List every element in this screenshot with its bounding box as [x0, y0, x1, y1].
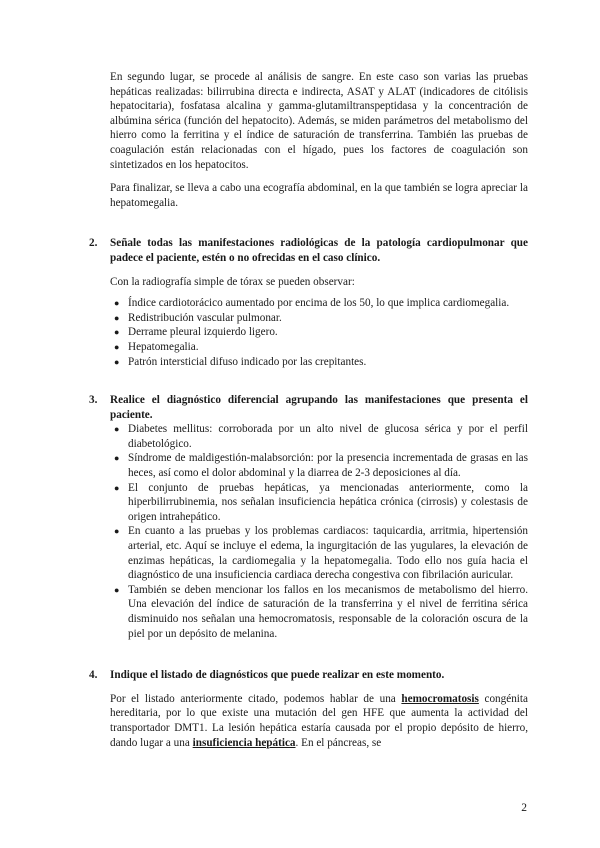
question-4-title: Indique el listado de diagnósticos que puede realizar en este momento. — [110, 669, 445, 682]
bullet-icon: ● — [114, 584, 120, 595]
question-2-heading — [89, 236, 528, 265]
question-2-title: Señale todas las manifestaciones radiológicas de la patología cardiopulmonar que padece el paciente, estén o no ofrecidas en el caso clínico. — [110, 237, 528, 264]
page-number: 2 — [521, 802, 527, 814]
list-item: ● El conjunto de pruebas hepáticas, ya mencionadas anteriormente, como la hiperbilirrubinemia, nos señalan insuficiencia hepática crónica (cirrosis) y colestasis de origen intrahepático. — [114, 481, 528, 523]
list-item: ● También se deben mencionar los fallos en los mecanismos de metabolismo del hierro. Una elevación del índice de saturación de la transferrina y el nivel de ferritina sérica disminuido nos señalan una hemocromatosis, responsable de la coloración oscura de la piel por un depósito de melanina. — [114, 583, 528, 640]
list-item: ● Diabetes mellitus: corroborada por un alto nivel de glucosa sérica y por el perfil diabetológico. — [114, 423, 528, 450]
bullet-icon: ● — [114, 453, 120, 464]
list-item: ● Hepatomegalia. — [114, 340, 199, 353]
list-item: ● Derrame pleural izquierdo ligero. — [114, 326, 278, 339]
bullet-icon: ● — [114, 327, 120, 338]
bullet-icon: ● — [114, 526, 120, 537]
question-3-heading — [89, 393, 528, 422]
question-3-number: 3. — [89, 394, 98, 407]
radiology-findings-list — [110, 296, 528, 369]
ultrasound-paragraph: Para finalizar, se lleva a cabo una ecografía abdominal, en la que también se logra apreciar la hepatomegalia. — [110, 182, 528, 209]
page-content — [89, 70, 528, 750]
question-4-number: 4. — [89, 669, 98, 682]
list-item: ● Índice cardiotorácico aumentado por encima de los 50, lo que implica cardiomegalia. — [114, 297, 510, 310]
list-item: ● Patrón intersticial difuso indicado por las crepitantes. — [114, 355, 367, 368]
question-4-section — [89, 668, 528, 750]
bullet-icon: ● — [114, 356, 120, 367]
question-2-section — [89, 236, 528, 369]
question-3-section — [89, 393, 528, 641]
bullet-icon: ● — [114, 482, 120, 493]
list-item: ● En cuanto a las pruebas y los problemas cardiacos: taquicardia, arritmia, hipertensión arterial, etc. Aquí se incluye el edema, la ingurgitación de las yugulares, la elevación de enzimas hepáticas, la cardiomegalia y la hepatomegalia. Todo ello nos guía hacia el diagnóstico de una insuficiencia cardiaca derecha congestiva con fibrilación auricular. — [114, 525, 528, 582]
differential-diagnosis-list — [110, 422, 528, 641]
question-2-intro: Con la radiografía simple de tórax se pueden observar: — [110, 275, 355, 288]
blood-analysis-paragraph: En segundo lugar, se procede al análisis de sangre. En este caso son varias las pruebas hepáticas realizadas: bilirrubina directa e indirecta, ASAT y ALAT (indicadores de citólisis hepatocitaria), fosfatasa alcalina y gamma-glutamiltranspeptidasa y la concentración de albúmina sérica (función del hepatocito). Además, se miden parámetros del metabolismo del hierro como la ferritina y el índice de saturación de transferrina. También las pruebas de coagulación están relacionadas con el hígado, pues los factores de coagulación son sintetizados en los hepatocitos. — [110, 71, 528, 171]
list-item: ● Redistribución vascular pulmonar. — [114, 311, 282, 324]
list-item: ● Síndrome de maldigestión-malabsorción: por la presencia incrementada de grasas en las heces, así como el dolor abdominal y la diarrea de 2-3 deposiciones al día. — [114, 452, 528, 480]
question-2-number: 2. — [89, 237, 98, 250]
question-3-title: Realice el diagnóstico diferencial agrupando las manifestaciones que presenta el paciente. — [110, 394, 528, 421]
bullet-icon: ● — [114, 424, 120, 435]
bullet-icon: ● — [114, 298, 120, 309]
question-4-heading — [89, 668, 528, 683]
hemochromatosis-term: hemocromatosis — [401, 692, 479, 705]
bullet-icon: ● — [114, 312, 120, 323]
bullet-icon: ● — [114, 341, 120, 352]
diagnosis-paragraph: Por el listado anteriormente citado, podemos hablar de una hemocromatosis congénita hereditaria, por lo que existe una mutación del gen HFE que aumenta la actividad del transportador DMT1. La lesión hepática estaría causada por el propio depósito de hierro, dando lugar a una insuficiencia hepática. En el páncreas, se — [110, 692, 528, 749]
hepatic-insufficiency-term: insuficiencia hepática — [192, 736, 296, 749]
